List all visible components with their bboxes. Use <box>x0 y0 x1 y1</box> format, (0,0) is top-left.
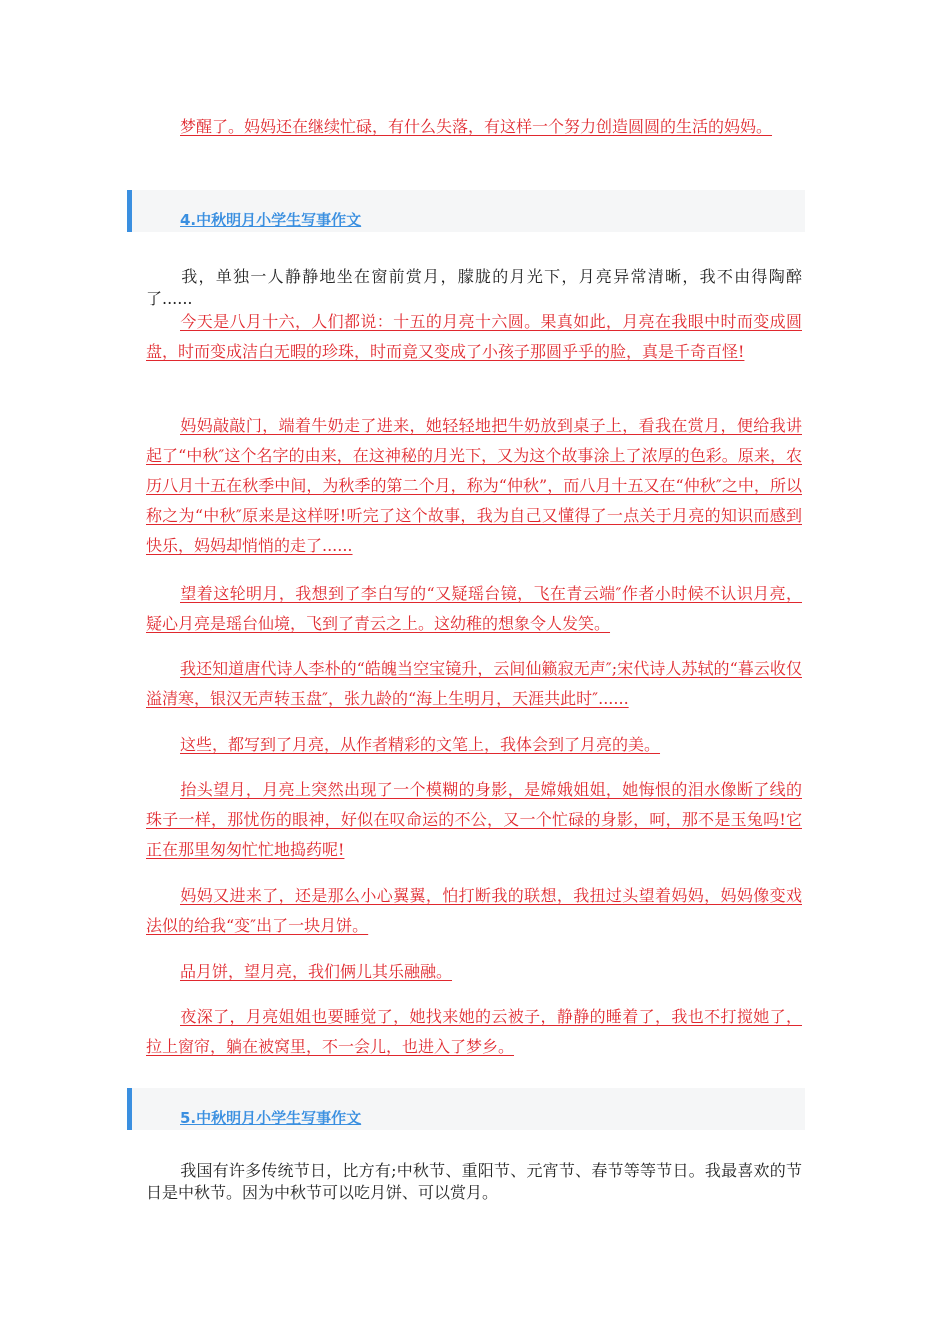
paragraph: 这些，都写到了月亮，从作者精彩的文笔上，我体会到了月亮的美。 <box>180 735 661 754</box>
paragraph: 我国有许多传统节日，比方有;中秋节、重阳节、元宵节、春节等等节日。我最喜欢的节日是中秋节。因为中秋节可以吃月饼、可以赏月。 <box>146 1161 802 1202</box>
paragraph: 我，单独一人静静地坐在窗前赏月，朦胧的月光下，月亮异常清晰，我不由得陶醉了...... <box>146 267 802 308</box>
paragraph: 望着这轮明月，我想到了李白写的“又疑瑶台镜，飞在青云端″作者小时候不认识月亮，疑心月亮是瑶台仙境，飞到了青云之上。这幼稚的想象令人发笑。 <box>146 584 802 633</box>
section-heading-5 <box>127 1088 805 1130</box>
section-heading-4 <box>127 190 805 232</box>
paragraph: 抬头望月，月亮上突然出现了一个模糊的身影，是嫦娥姐姐，她悔恨的泪水像断了线的珠子一样，那忧伤的眼神，好似在叹命运的不公，又一个忙碌的身影，呵，那不是玉兔吗!它正在那里匆匆忙忙地捣药呢! <box>146 780 802 859</box>
paragraph: 今天是八月十六，人们都说：十五的月亮十六圆。果真如此，月亮在我眼中时而变成圆盘，时而变成洁白无暇的珍珠，时而竟又变成了小孩子那圆乎乎的脸，真是千奇百怪! <box>146 312 802 361</box>
paragraph: 妈妈又进来了，还是那么小心翼翼，怕打断我的联想，我扭过头望着妈妈，妈妈像变戏法似的给我“变″出了一块月饼。 <box>146 886 802 935</box>
section-title-link[interactable]: 5.中秋明月小学生写事作文 <box>180 1109 362 1127</box>
paragraph: 品月饼，望月亮，我们俩儿其乐融融。 <box>180 962 453 981</box>
paragraph: 夜深了，月亮姐姐也要睡觉了，她找来她的云被子，静静的睡着了，我也不打搅她了，拉上窗帘，躺在被窝里，不一会儿，也进入了梦乡。 <box>146 1007 802 1056</box>
section-title-link[interactable]: 4.中秋明月小学生写事作文 <box>180 211 362 229</box>
paragraph: 妈妈敲敲门，端着牛奶走了进来，她轻轻地把牛奶放到桌子上，看我在赏月，便给我讲起了“中秋″这个名字的由来，在这神秘的月光下，又为这个故事涂上了浓厚的色彩。原来，农历八月十五在秋季中间，为秋季的第二个月，称为“仲秋”，而八月十五又在“仲秋″之中，所以称之为“中秋″原来是这样呀!听完了这个故事，我为自己又懂得了一点关于月亮的知识而感到快乐，妈妈却悄悄的走了...... <box>146 416 802 555</box>
paragraph: 梦醒了。妈妈还在继续忙碌，有什么失落，有这样一个努力创造圆圆的生活的妈妈。 <box>180 117 773 136</box>
paragraph: 我还知道唐代诗人李朴的“皓魄当空宝镜升，云间仙籁寂无声″;宋代诗人苏轼的“暮云收仅溢清寒，银汉无声转玉盘″，张九龄的“海上生明月，天涯共此时″...... <box>146 659 802 708</box>
